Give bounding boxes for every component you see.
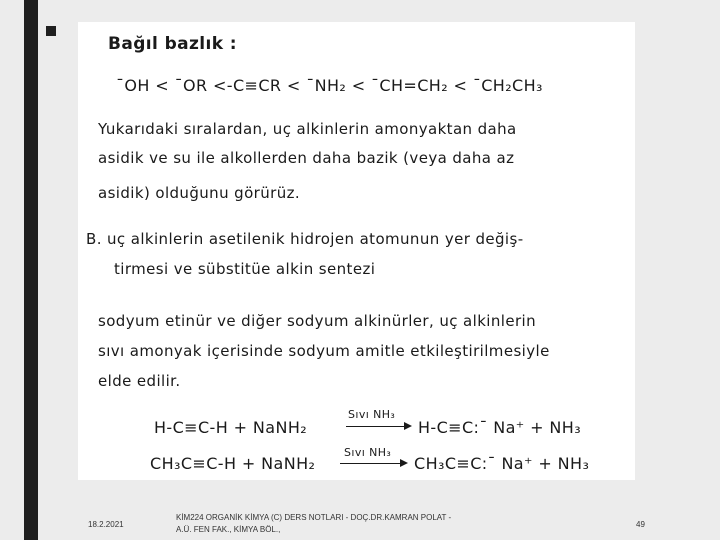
para1-line1: Yukarıdaki sıralardan, uç alkinlerin amonyaktan daha xyxy=(98,120,517,138)
section-b-line2: tirmesi ve sübstitüe alkin sentezi xyxy=(114,260,376,278)
reaction2-arrow-shaft xyxy=(340,463,402,464)
left-accent-bar xyxy=(24,0,38,540)
footer-course-line1: KİM224 ORGANİK KİMYA (C) DERS NOTLARI - DOÇ.DR.KAMRAN POLAT - xyxy=(176,513,452,522)
reaction1-condition: Sıvı NH₃ xyxy=(348,408,396,421)
reaction2-arrow-head xyxy=(400,459,408,467)
basicity-order: ¯OH < ¯OR <-C≡CR < ¯NH₂ < ¯CH=CH₂ < ¯CH₂CH₃ xyxy=(116,76,543,95)
para2-line3: elde edilir. xyxy=(98,372,181,390)
reaction1-arrow-shaft xyxy=(346,426,406,427)
reaction2-products: CH₃C≡C:¯ Na⁺ + NH₃ xyxy=(414,454,590,473)
reaction2-condition: Sıvı NH₃ xyxy=(344,446,392,459)
reaction1-arrow-head xyxy=(404,422,412,430)
reaction1-products: H-C≡C:¯ Na⁺ + NH₃ xyxy=(418,418,582,437)
handwritten-note-sheet xyxy=(78,22,635,480)
para2-line2: sıvı amonyak içerisinde sodyum amitle etkileştirilmesiyle xyxy=(98,342,550,360)
note-title: Bağıl bazlık : xyxy=(108,34,237,54)
footer-date: 18.2.2021 xyxy=(88,520,124,529)
reaction1-reactants: H-C≡C-H + NaNH₂ xyxy=(154,418,308,437)
section-b-line1: B. uç alkinlerin asetilenik hidrojen atomunun yer değiş- xyxy=(86,230,524,248)
accent-square xyxy=(46,26,56,36)
para1-line3: asidik) olduğunu görürüz. xyxy=(98,184,301,202)
reaction2-reactants: CH₃C≡C-H + NaNH₂ xyxy=(150,454,316,473)
footer-course-line2: A.Ü. FEN FAK., KİMYA BÖL., xyxy=(176,525,281,534)
para1-line2: asidik ve su ile alkollerden daha bazik (veya daha az xyxy=(98,149,515,167)
page-number: 49 xyxy=(636,520,645,529)
para2-line1: sodyum etinür ve diğer sodyum alkinürler, uç alkinlerin xyxy=(98,312,537,330)
